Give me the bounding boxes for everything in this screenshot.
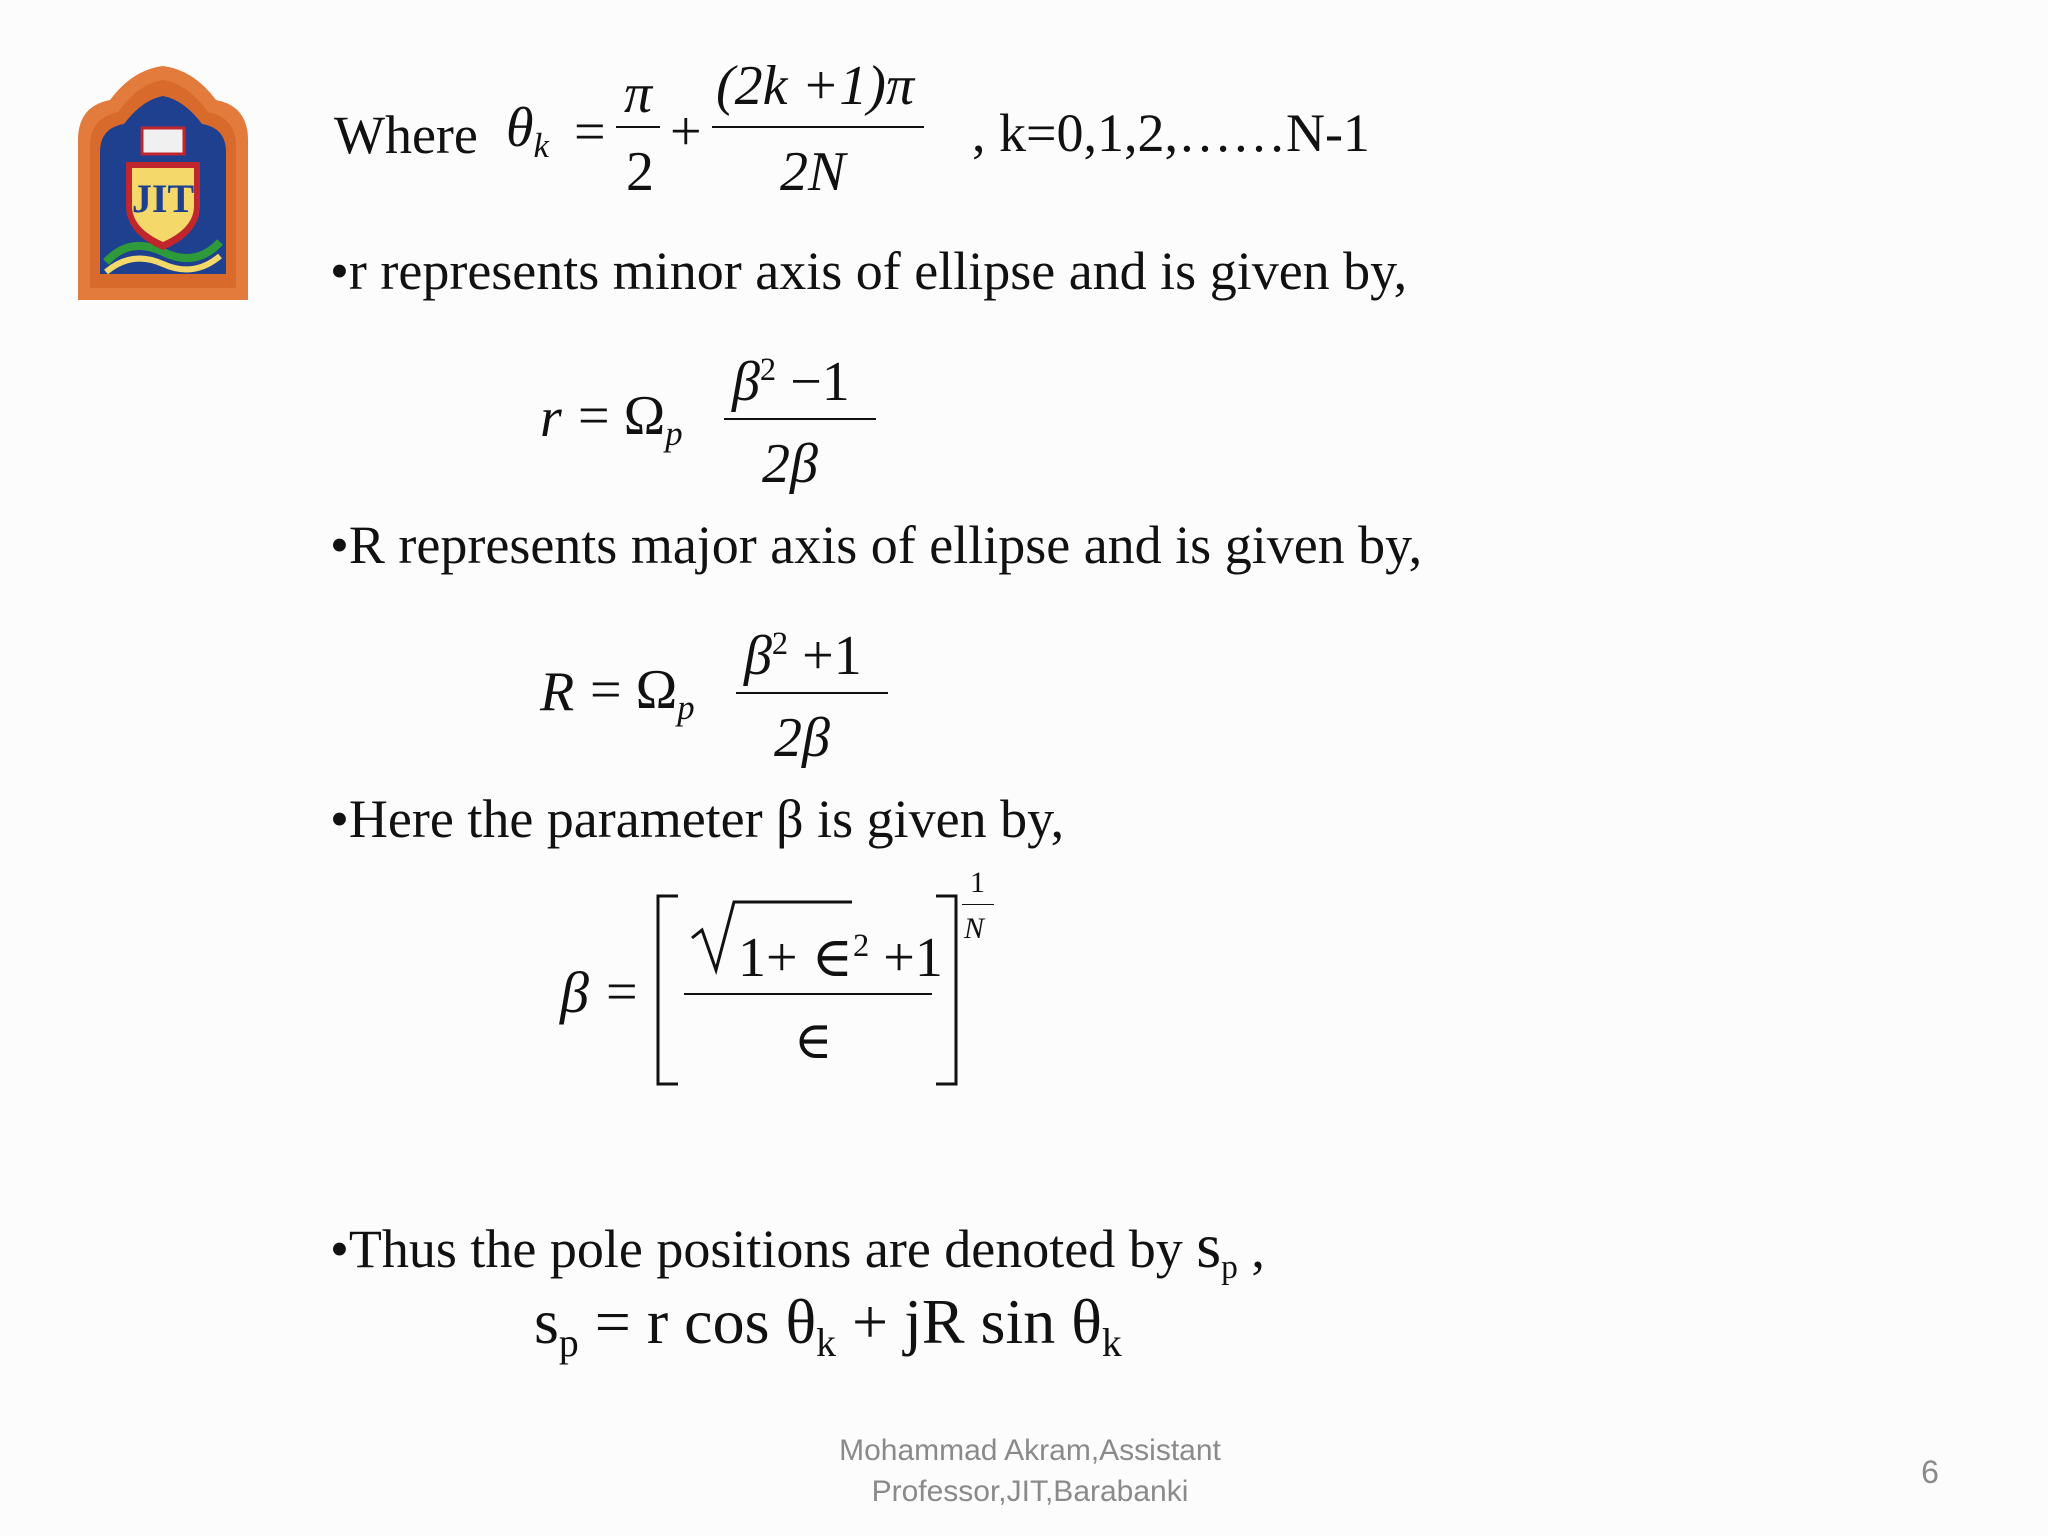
bullet-pole-positions: •Thus the pole positions are denoted by sp , xyxy=(330,1210,1265,1286)
fraction-bar-2N xyxy=(712,126,924,128)
beta-numerator: 1+ ∈$^2$ +1 xyxy=(738,927,943,989)
R-denominator: 2β xyxy=(774,707,830,769)
theta-k: θk xyxy=(506,97,549,166)
exponent-bar xyxy=(962,904,994,905)
pole-equation: sp = r cos θk + jR sin θk xyxy=(534,1286,1122,1365)
2k-plus-1-pi-numerator: (2k +1)π xyxy=(716,55,914,117)
fraction-bar-R xyxy=(736,692,888,694)
footer-line-1: Mohammad Akram,Assistant xyxy=(839,1434,1221,1467)
k-range: , k=0,1,2,……N-1 xyxy=(972,103,1370,163)
bullet-minor-axis: •r represents minor axis of ellipse and is given by, xyxy=(330,241,1408,301)
page-number: 6 xyxy=(1921,1454,1939,1490)
logo-text: JIT xyxy=(131,176,195,221)
two-denominator: 2 xyxy=(626,141,654,203)
pi-numerator: π xyxy=(624,63,653,125)
beta-lhs: β xyxy=(560,960,589,1025)
bullet-major-axis: •R represents major axis of ellipse and is given by, xyxy=(330,515,1423,575)
bullet-beta-parameter: •Here the parameter β is given by, xyxy=(330,789,1065,849)
where-label: Where xyxy=(334,105,478,165)
R-numerator: $\beta^2 +1$ xyxy=(744,625,862,687)
r-denominator: 2β xyxy=(762,433,818,495)
r-lhs: r xyxy=(540,387,562,449)
2N-denominator: 2N xyxy=(780,141,846,203)
theta-equals: = xyxy=(574,101,606,163)
r-numerator: $\beta^2 -1$ xyxy=(732,351,850,413)
R-lhs: R xyxy=(540,661,575,723)
footer-line-2: Professor,JIT,Barabanki xyxy=(871,1475,1189,1508)
r-equals-omega: = Ωp xyxy=(578,385,683,454)
exponent-denominator: N xyxy=(964,912,985,945)
fraction-bar-r xyxy=(724,418,876,420)
beta-equals: = xyxy=(606,961,638,1023)
exponent-numerator: 1 xyxy=(970,866,985,899)
footer-author xyxy=(780,1430,1280,1512)
R-equals-omega: = Ωp xyxy=(590,659,695,728)
beta-denominator: ∈ xyxy=(794,1013,833,1070)
fraction-bar-pi-2 xyxy=(616,126,660,128)
plus-sign: + xyxy=(670,101,702,163)
jit-logo xyxy=(70,66,256,300)
